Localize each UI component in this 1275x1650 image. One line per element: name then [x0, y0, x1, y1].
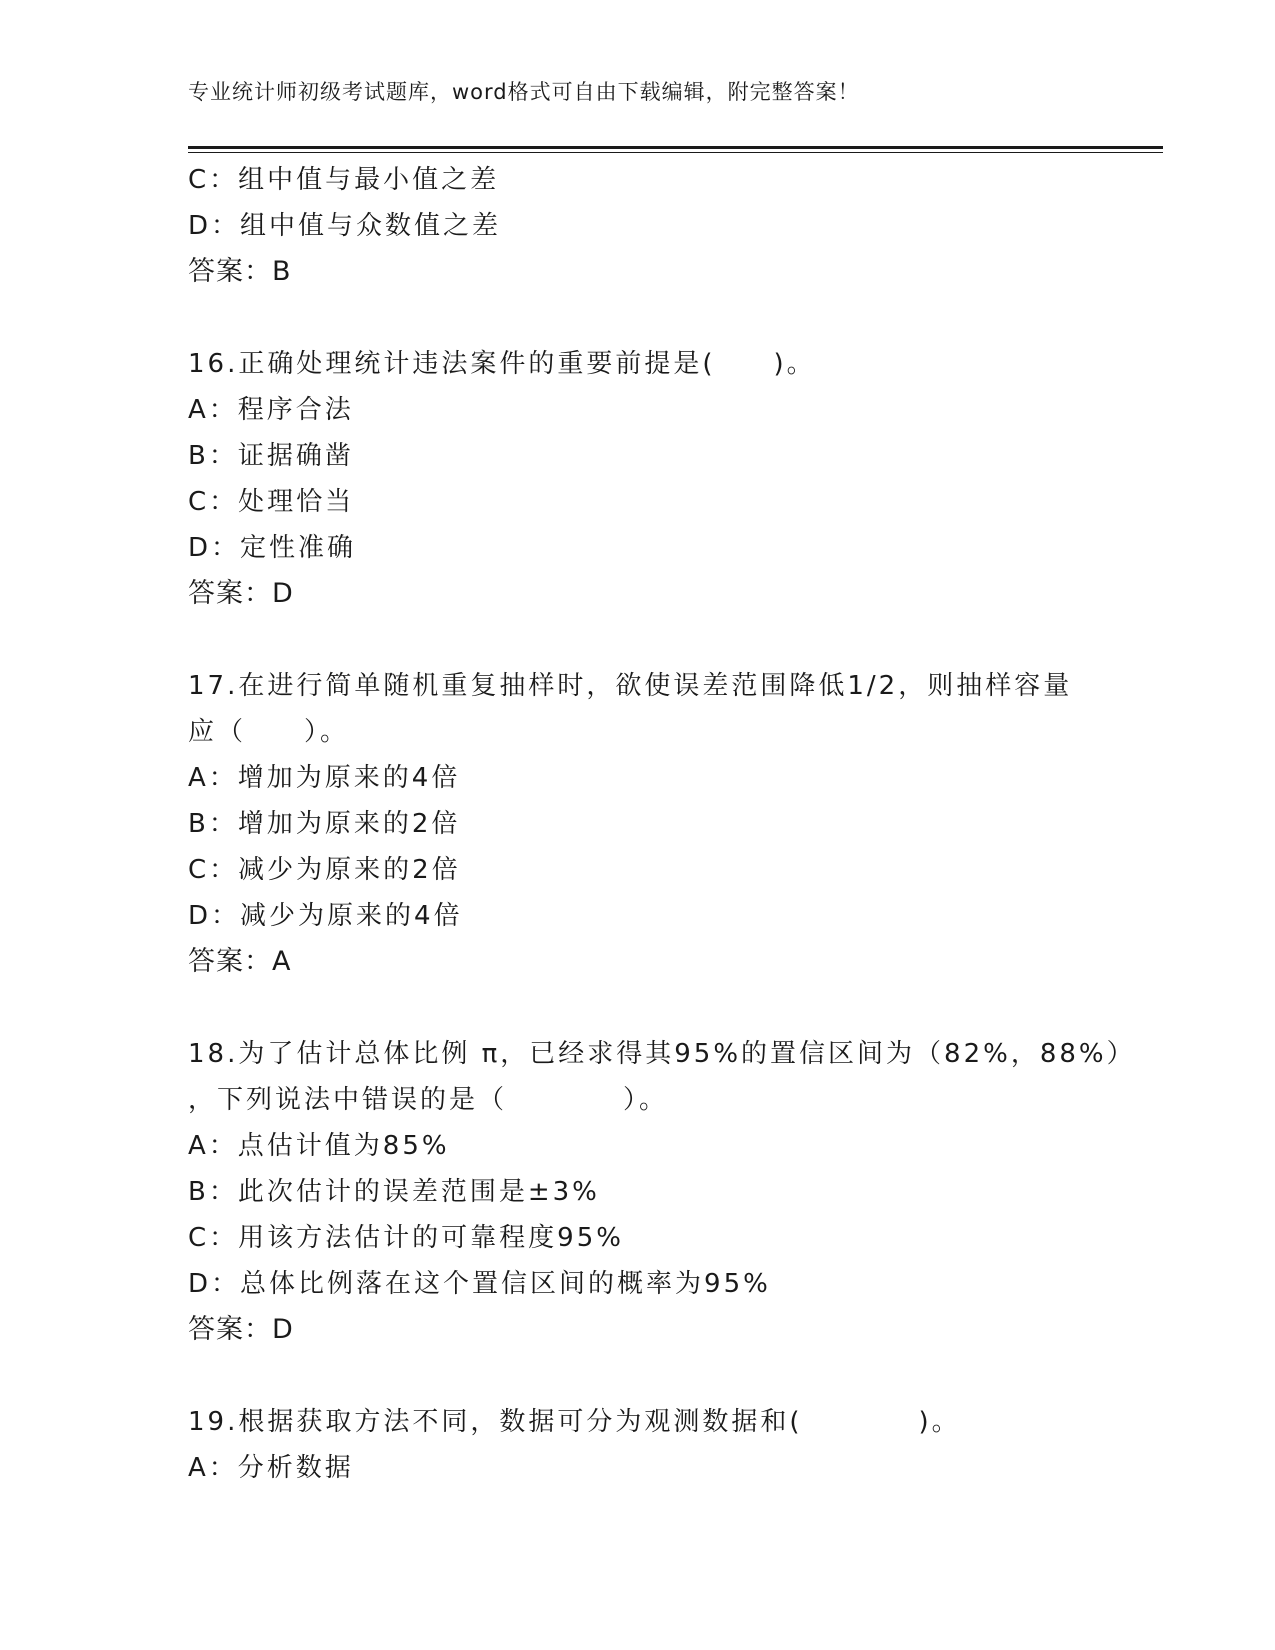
answer-line: 答案：B	[188, 256, 292, 287]
option-line: D：总体比例落在这个置信区间的概率为95%	[188, 1269, 771, 1299]
option-line: B：增加为原来的2倍	[188, 809, 461, 839]
question-19	[188, 1399, 1108, 1491]
answer-line: 答案：D	[188, 578, 294, 609]
answer-line: 答案：D	[188, 1314, 294, 1345]
question-17	[188, 663, 1108, 985]
header-rule-thin	[188, 152, 1163, 153]
question-text: 16.正确处理统计违法案件的重要前提是( )。	[188, 349, 816, 379]
option-line: C：减少为原来的2倍	[188, 855, 461, 885]
question-text: 17.在进行简单随机重复抽样时，欲使误差范围降低1/2，则抽样容量	[188, 671, 1073, 701]
option-line: B：证据确凿	[188, 441, 354, 471]
option-line: C：用该方法估计的可靠程度95%	[188, 1223, 624, 1253]
option-line: D：定性准确	[188, 533, 357, 563]
question-18	[188, 1031, 1136, 1353]
option-line: A：分析数据	[188, 1453, 354, 1483]
question-text-continued: 应（ ）。	[188, 717, 350, 747]
page-header: 专业统计师初级考试题库，word格式可自由下载编辑，附完整答案！	[188, 80, 860, 104]
question-text-continued: ，下列说法中错误的是（ ）。	[188, 1085, 669, 1115]
question-list	[188, 157, 1136, 1491]
question-text: 18.为了估计总体比例 π，已经求得其95%的置信区间为（82%，88%）	[188, 1039, 1136, 1069]
option-line: A：增加为原来的4倍	[188, 763, 461, 793]
option-line: A：程序合法	[188, 395, 354, 425]
question-16	[188, 341, 1108, 617]
answer-line: 答案：A	[188, 946, 292, 977]
option-line: C：处理恰当	[188, 487, 355, 517]
option-line: D：组中值与众数值之差	[188, 211, 502, 241]
option-line: B：此次估计的误差范围是±3%	[188, 1177, 600, 1207]
header-rule-thick	[188, 146, 1163, 149]
option-line: C：组中值与最小值之差	[188, 165, 500, 195]
option-line: D：减少为原来的4倍	[188, 901, 463, 931]
question-text: 19.根据获取方法不同，数据可分为观测数据和( )。	[188, 1407, 961, 1437]
option-line: A：点估计值为85%	[188, 1131, 450, 1161]
